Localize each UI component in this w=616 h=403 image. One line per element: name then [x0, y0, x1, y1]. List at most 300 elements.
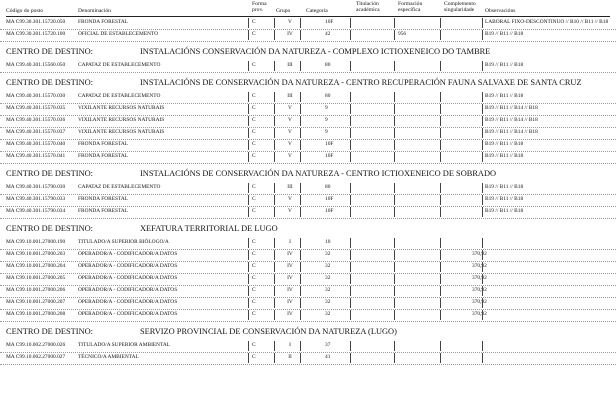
- column-rule: [350, 152, 351, 162]
- column-rule: [440, 207, 441, 217]
- column-rule: [350, 238, 351, 248]
- cell-obs: B19 // B11 // B18: [485, 196, 524, 202]
- column-rule: [482, 310, 483, 320]
- column-rule: [482, 274, 483, 284]
- column-rule: [350, 61, 351, 71]
- column-rule: [274, 116, 275, 126]
- cell-forma: C: [252, 93, 256, 99]
- column-rule: [394, 128, 395, 138]
- column-rule: [394, 238, 395, 248]
- cell-forma: C: [252, 354, 256, 360]
- column-rule: [482, 18, 483, 28]
- cell-cat: 9: [325, 105, 328, 111]
- column-rule: [300, 207, 301, 217]
- cell-code: MA C99.10.001.27000.190: [6, 239, 66, 245]
- cell-grupo: III: [287, 184, 293, 190]
- cell-den: OFICIAL DE ESTABLECEMENTO: [78, 31, 159, 37]
- cell-den: OPERADOR/A - CODIFICADOR/A DATOS: [78, 251, 178, 257]
- cell-forma: C: [252, 196, 256, 202]
- cell-obs: B19 // B11 // B18: [485, 93, 524, 99]
- cell-grupo: II: [288, 354, 292, 360]
- cell-grupo: V: [288, 196, 292, 202]
- column-rule: [274, 286, 275, 296]
- column-rule: [440, 341, 441, 351]
- column-rule: [440, 298, 441, 308]
- header-titulacion: Titulación académica: [356, 1, 380, 13]
- cell-cat: 10F: [325, 19, 334, 25]
- column-rule: [300, 183, 301, 193]
- cell-grupo: V: [288, 208, 292, 214]
- cell-code: MA C99.40.301.15560.050: [6, 62, 66, 68]
- column-rule: [440, 262, 441, 272]
- column-rule: [350, 104, 351, 114]
- column-rule: [394, 140, 395, 150]
- column-rule: [394, 195, 395, 205]
- cell-cat: 10F: [325, 208, 334, 214]
- column-rule: [482, 116, 483, 126]
- column-rule: [482, 195, 483, 205]
- cell-forma: C: [252, 251, 256, 257]
- cell-grupo: IV: [287, 311, 293, 317]
- cell-code: MA C99.40.301.15570.036: [6, 117, 66, 123]
- column-rule: [248, 274, 249, 284]
- column-rule: [274, 207, 275, 217]
- cell-grupo: IV: [287, 263, 293, 269]
- cell-cat: 32: [325, 263, 331, 269]
- table-row: [0, 60, 616, 73]
- column-rule: [274, 238, 275, 248]
- cell-cat: 10: [325, 239, 331, 245]
- cell-grupo: I: [289, 239, 291, 245]
- cell-obs: B19 // B11 // B14 // B18: [485, 105, 538, 111]
- column-rule: [300, 152, 301, 162]
- column-rule: [274, 195, 275, 205]
- column-rule: [394, 274, 395, 284]
- column-rule: [248, 30, 249, 40]
- cell-comp: 370,92: [472, 251, 487, 257]
- column-rule: [350, 274, 351, 284]
- cell-code: MA C99.10.001.27000.207: [6, 299, 66, 305]
- cell-forma: C: [252, 239, 256, 245]
- cell-grupo: V: [288, 105, 292, 111]
- cell-den: TÉCNICO/A AMBIENTAL: [78, 354, 139, 360]
- column-rule: [350, 128, 351, 138]
- column-rule: [394, 353, 395, 363]
- header-denominacion: Denominación: [78, 8, 111, 14]
- cell-form: 956: [398, 31, 407, 37]
- cell-cat: 32: [325, 287, 331, 293]
- column-rule: [248, 140, 249, 150]
- column-rule: [300, 286, 301, 296]
- column-rule: [274, 30, 275, 40]
- cell-den: OPERADOR/A - CODIFICADOR/A DATOS: [78, 299, 178, 305]
- cell-grupo: V: [288, 19, 292, 25]
- column-rule: [248, 298, 249, 308]
- cell-den: VIXILANTE RECURSOS NATURAIS: [78, 105, 165, 111]
- cell-den: CAPATAZ DE ESTABLECEMENTO: [78, 93, 161, 99]
- cell-comp: 370,92: [472, 287, 487, 293]
- column-rule: [440, 30, 441, 40]
- column-rule: [248, 183, 249, 193]
- column-rule: [482, 238, 483, 248]
- cell-den: TITULADO/A SUPERIOR BIÓLOGO/A: [78, 239, 169, 245]
- section-heading: [0, 168, 616, 182]
- cell-grupo: IV: [287, 31, 293, 37]
- column-rule: [394, 92, 395, 102]
- table-row: [0, 206, 616, 219]
- column-rule: [274, 341, 275, 351]
- column-rule: [482, 92, 483, 102]
- cell-code: MA C99.10.001.27000.204: [6, 263, 66, 269]
- column-rule: [440, 18, 441, 28]
- cell-grupo: IV: [287, 287, 293, 293]
- column-rule: [248, 195, 249, 205]
- column-rule: [440, 116, 441, 126]
- column-rule: [440, 238, 441, 248]
- column-rule: [440, 104, 441, 114]
- cell-obs: B19 // B11 // B18: [485, 153, 524, 159]
- column-rule: [248, 286, 249, 296]
- cell-grupo: V: [288, 153, 292, 159]
- cell-cat: 10F: [325, 153, 334, 159]
- cell-code: MA C99.10.002.27000.027: [6, 354, 66, 360]
- column-rule: [440, 274, 441, 284]
- column-rule: [300, 353, 301, 363]
- column-rule: [274, 104, 275, 114]
- cell-obs: B19 // B11 // B18: [485, 184, 524, 190]
- cell-cat: 37: [325, 342, 331, 348]
- column-rule: [274, 152, 275, 162]
- column-rule: [350, 207, 351, 217]
- column-rule: [300, 238, 301, 248]
- cell-forma: C: [252, 208, 256, 214]
- column-rule: [274, 274, 275, 284]
- column-rule: [300, 18, 301, 28]
- cell-code: MA C99.30.301.15720.100: [6, 31, 66, 37]
- cell-den: FRONDA FORESTAL: [78, 208, 129, 214]
- column-rule: [440, 92, 441, 102]
- cell-code: MA C99.40.301.15570.041: [6, 153, 66, 159]
- column-rule: [440, 140, 441, 150]
- cell-grupo: I: [289, 342, 291, 348]
- column-rule: [350, 195, 351, 205]
- column-rule: [440, 286, 441, 296]
- column-rule: [300, 92, 301, 102]
- table-row: [0, 352, 616, 365]
- column-rule: [394, 341, 395, 351]
- column-rule: [350, 298, 351, 308]
- section-label: CENTRO DE DESTINO:: [6, 78, 94, 87]
- column-rule: [300, 30, 301, 40]
- column-rule: [440, 353, 441, 363]
- cell-cat: 9: [325, 129, 328, 135]
- column-rule: [440, 310, 441, 320]
- cell-den: VIXILANTE RECURSOS NATURAIS: [78, 117, 165, 123]
- column-rule: [482, 30, 483, 40]
- column-rule: [440, 250, 441, 260]
- column-rule: [350, 262, 351, 272]
- column-rule: [350, 286, 351, 296]
- column-rule: [300, 104, 301, 114]
- column-rule: [394, 310, 395, 320]
- cell-code: MA C99.10.001.27000.205: [6, 275, 66, 281]
- column-rule: [350, 140, 351, 150]
- column-rule: [274, 353, 275, 363]
- column-rule: [248, 18, 249, 28]
- cell-forma: C: [252, 19, 256, 25]
- cell-forma: C: [252, 117, 256, 123]
- cell-den: TITULADO/A SUPERIOR AMBIENTAL: [78, 342, 171, 348]
- cell-den: CAPATAZ DE ESTABLECEMENTO: [78, 184, 161, 190]
- cell-obs: B19 // B11 // B18: [485, 62, 524, 68]
- cell-comp: 370,92: [472, 275, 487, 281]
- header-complemento: Complemento singularidade: [444, 1, 476, 13]
- cell-cat: 80: [325, 93, 331, 99]
- cell-code: MA C99.40.301.15570.040: [6, 141, 66, 147]
- section-title: INSTALACIÓNS DE CONSERVACIÓN DA NATUREZA - CENTRO ICTIOXENEICO DE SOBRADO: [140, 169, 497, 178]
- cell-comp: 370,92: [472, 311, 487, 317]
- cell-forma: C: [252, 141, 256, 147]
- cell-obs: B19 // B11 // B18: [485, 208, 524, 214]
- section-title: INSTALACIÓNS CONSERVACIÓN DA NATUREZA - COMPLEXO ICTIOXENEICO DO TAMBRE: [140, 47, 491, 56]
- column-rule: [482, 298, 483, 308]
- column-rule: [350, 341, 351, 351]
- column-rule: [248, 116, 249, 126]
- cell-code: MA C99.40.301.15570.037: [6, 129, 66, 135]
- column-rule: [394, 18, 395, 28]
- column-rule: [300, 116, 301, 126]
- cell-den: OPERADOR/A - CODIFICADOR/A DATOS: [78, 311, 178, 317]
- column-rule: [274, 250, 275, 260]
- column-rule: [394, 30, 395, 40]
- column-rule: [482, 152, 483, 162]
- cell-forma: C: [252, 31, 256, 37]
- column-rule: [350, 116, 351, 126]
- column-rule: [248, 128, 249, 138]
- section-heading: [0, 223, 616, 237]
- column-rule: [274, 18, 275, 28]
- cell-cat: 80: [325, 184, 331, 190]
- column-rule: [394, 152, 395, 162]
- column-rule: [440, 128, 441, 138]
- cell-forma: C: [252, 153, 256, 159]
- column-rule: [300, 128, 301, 138]
- cell-code: MA C99.40.301.15570.035: [6, 105, 66, 111]
- cell-code: MA C99.40.301.15790.033: [6, 196, 66, 202]
- cell-cat: 10F: [325, 141, 334, 147]
- header-categoria: Categoría: [306, 8, 328, 14]
- cell-comp: 370,92: [472, 299, 487, 305]
- section-heading: [0, 46, 616, 60]
- column-rule: [300, 195, 301, 205]
- section-title: XEFATURA TERRITORIAL DE LUGO: [140, 224, 278, 233]
- cell-den: FRONDA FORESTAL: [78, 141, 129, 147]
- table-row: [0, 151, 616, 164]
- cell-grupo: V: [288, 117, 292, 123]
- cell-den: OPERADOR/A - CODIFICADOR/A DATOS: [78, 275, 178, 281]
- column-rule: [482, 262, 483, 272]
- cell-forma: C: [252, 62, 256, 68]
- column-rule: [394, 207, 395, 217]
- column-rule: [248, 310, 249, 320]
- column-rule: [274, 298, 275, 308]
- cell-code: MA C99.40.301.15790.034: [6, 208, 66, 214]
- column-rule: [350, 30, 351, 40]
- column-rule: [350, 310, 351, 320]
- column-rule: [482, 286, 483, 296]
- header-forma: Forma prov.: [252, 1, 267, 13]
- column-rule: [300, 298, 301, 308]
- column-rule: [248, 250, 249, 260]
- column-rule: [248, 207, 249, 217]
- column-rule: [394, 183, 395, 193]
- column-rule: [274, 61, 275, 71]
- column-rule: [300, 250, 301, 260]
- column-rule: [440, 152, 441, 162]
- cell-cat: 42: [325, 31, 331, 37]
- column-rule: [350, 250, 351, 260]
- column-rule: [300, 274, 301, 284]
- cell-cat: 41: [325, 354, 331, 360]
- column-rule: [248, 92, 249, 102]
- cell-obs: B19 // B11 // B14 // B18: [485, 117, 538, 123]
- column-rule: [248, 341, 249, 351]
- cell-grupo: V: [288, 129, 292, 135]
- column-rule: [394, 286, 395, 296]
- column-rule: [300, 310, 301, 320]
- column-rule: [394, 250, 395, 260]
- cell-forma: C: [252, 299, 256, 305]
- cell-forma: C: [252, 184, 256, 190]
- column-rule: [274, 183, 275, 193]
- section-heading: [0, 326, 616, 340]
- column-rule: [350, 18, 351, 28]
- column-rule: [350, 353, 351, 363]
- cell-den: FRONDA FORESTAL: [78, 196, 129, 202]
- column-rule: [300, 61, 301, 71]
- column-rule: [482, 61, 483, 71]
- header-grupo: Grupo: [276, 8, 291, 14]
- cell-code: MA C99.30.301.15720.050: [6, 19, 66, 25]
- column-rule: [394, 61, 395, 71]
- column-rule: [394, 116, 395, 126]
- cell-grupo: V: [288, 141, 292, 147]
- section-heading: [0, 77, 616, 91]
- cell-cat: 10F: [325, 196, 334, 202]
- column-rule: [350, 92, 351, 102]
- column-rule: [482, 341, 483, 351]
- cell-forma: C: [252, 129, 256, 135]
- cell-obs: B19 // B11 // B18: [485, 141, 524, 147]
- cell-obs: B19 // B11 // B14 // B18: [485, 129, 538, 135]
- column-rule: [482, 353, 483, 363]
- cell-den: FRONDA FORESTAL: [78, 19, 129, 25]
- cell-den: OPERADOR/A - CODIFICADOR/A DATOS: [78, 287, 178, 293]
- section-label: CENTRO DE DESTINO:: [6, 47, 94, 56]
- column-rule: [482, 207, 483, 217]
- section-title: INSTALACIÓNS DE CONSERVACIÓN DA NATUREZA - CENTRO RECUPERACIÓN FAUNA SALVAXE DE SANTA CRUZ: [140, 78, 582, 87]
- cell-code: MA C99.40.301.15570.030: [6, 93, 66, 99]
- header-codigo: Código do posto: [6, 8, 43, 14]
- column-rule: [300, 262, 301, 272]
- cell-den: VIXILANTE RECURSOS NATURAIS: [78, 129, 165, 135]
- column-rule: [274, 128, 275, 138]
- column-rule: [394, 298, 395, 308]
- cell-forma: C: [252, 275, 256, 281]
- column-rule: [248, 353, 249, 363]
- column-rule: [248, 152, 249, 162]
- section-label: CENTRO DE DESTINO:: [6, 169, 94, 178]
- column-rule: [482, 140, 483, 150]
- cell-code: MA C99.40.301.15790.030: [6, 184, 66, 190]
- column-rule: [482, 104, 483, 114]
- cell-cat: 9: [325, 117, 328, 123]
- column-rule: [248, 238, 249, 248]
- section-label: CENTRO DE DESTINO:: [6, 224, 94, 233]
- column-rule: [394, 104, 395, 114]
- cell-grupo: IV: [287, 251, 293, 257]
- column-rule: [274, 310, 275, 320]
- column-rule: [482, 183, 483, 193]
- column-rule: [440, 61, 441, 71]
- cell-obs: LABORAL FIXO-DESCONTINUO // B10 // B11 // B18: [485, 19, 609, 25]
- section-title: SERVIZO PROVINCIAL DE CONSERVACIÓN DA NATUREZA (LUGO): [140, 327, 397, 336]
- cell-cat: 32: [325, 311, 331, 317]
- column-rule: [394, 262, 395, 272]
- cell-obs: B19 // B11 // B18: [485, 31, 524, 37]
- cell-forma: C: [252, 287, 256, 293]
- table-row: [0, 309, 616, 322]
- column-rule: [248, 61, 249, 71]
- cell-den: OPERADOR/A - CODIFICADOR/A DATOS: [78, 263, 178, 269]
- cell-grupo: III: [287, 62, 293, 68]
- column-rule: [274, 92, 275, 102]
- cell-code: MA C99.10.001.27000.206: [6, 287, 66, 293]
- cell-cat: 32: [325, 299, 331, 305]
- cell-grupo: III: [287, 93, 293, 99]
- column-rule: [482, 128, 483, 138]
- column-rule: [350, 183, 351, 193]
- section-label: CENTRO DE DESTINO:: [6, 327, 94, 336]
- cell-den: CAPATAZ DE ESTABLECEMENTO: [78, 62, 161, 68]
- cell-den: FRONDA FORESTAL: [78, 153, 129, 159]
- cell-forma: C: [252, 311, 256, 317]
- cell-forma: C: [252, 263, 256, 269]
- cell-comp: 370,92: [472, 263, 487, 269]
- cell-code: MA C99.10.002.27000.026: [6, 342, 66, 348]
- column-rule: [300, 140, 301, 150]
- table-row: [0, 29, 616, 42]
- column-rule: [440, 195, 441, 205]
- column-rule: [274, 140, 275, 150]
- column-rule: [274, 262, 275, 272]
- column-rule: [482, 250, 483, 260]
- column-rule: [300, 341, 301, 351]
- cell-cat: 32: [325, 251, 331, 257]
- column-rule: [248, 104, 249, 114]
- column-rule: [248, 262, 249, 272]
- header-observacions: Observacións: [485, 8, 516, 14]
- cell-cat: 80: [325, 62, 331, 68]
- cell-code: MA C99.10.001.27000.203: [6, 251, 66, 257]
- column-rule: [440, 183, 441, 193]
- header-formacion: Formación específica: [398, 1, 423, 13]
- cell-grupo: IV: [287, 299, 293, 305]
- cell-cat: 32: [325, 275, 331, 281]
- cell-forma: C: [252, 105, 256, 111]
- cell-grupo: IV: [287, 275, 293, 281]
- cell-forma: C: [252, 342, 256, 348]
